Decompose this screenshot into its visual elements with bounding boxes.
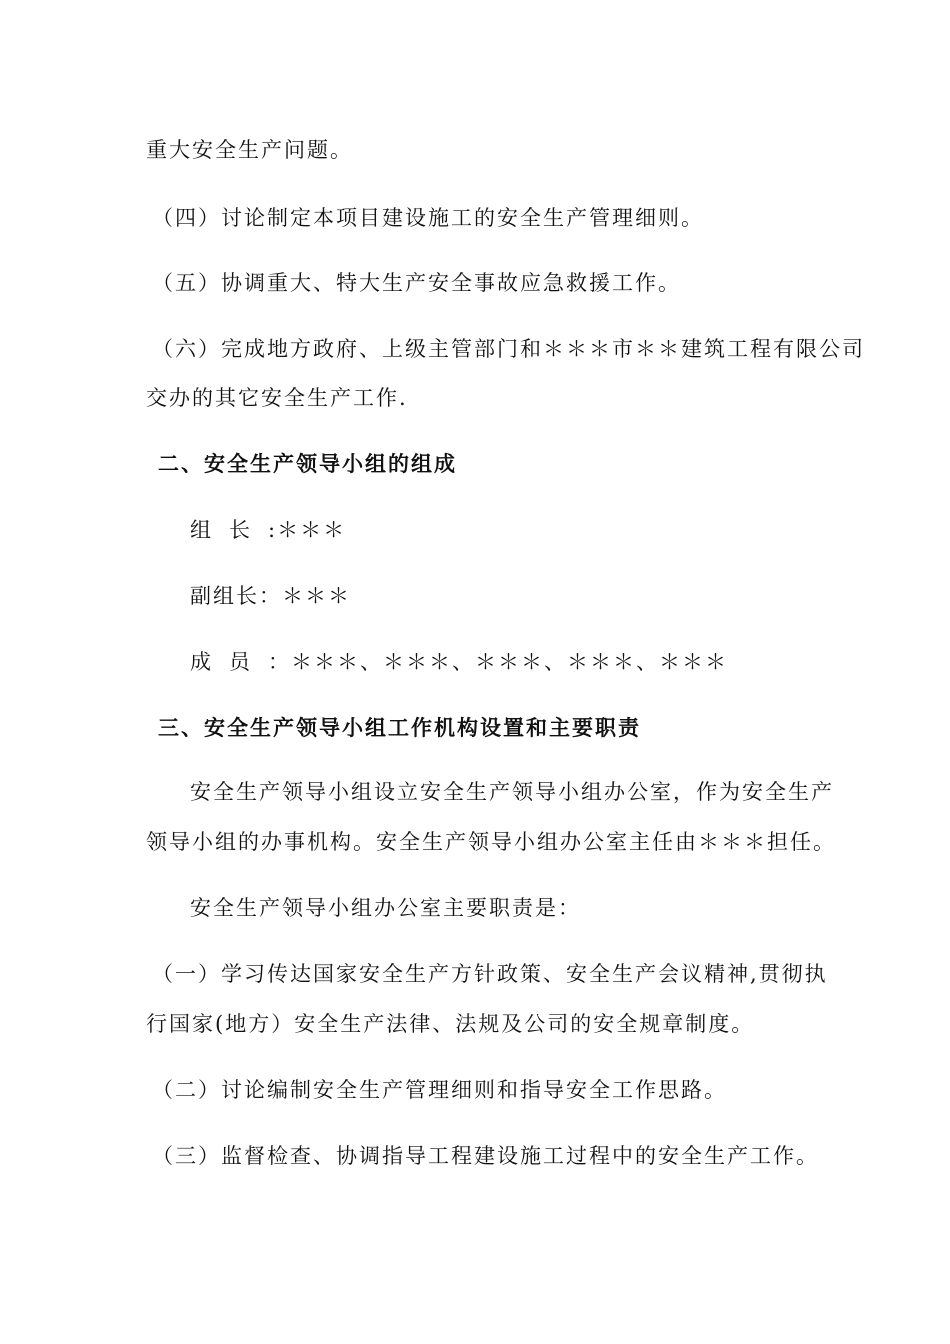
leader-value: :＊＊＊ (268, 518, 347, 542)
list-item-4: （四）讨论制定本项目建设施工的安全生产管理细则。 (152, 206, 704, 230)
text-line: 重大安全生产问题。 (146, 138, 353, 162)
duty-3: （三）监督检查、协调指导工程建设施工过程中的安全生产工作。 (152, 1144, 819, 1168)
leader-label: 组长 (190, 518, 268, 542)
list-item-6-line2: 交办的其它安全生产工作. (146, 386, 408, 410)
deputy-leader-line: 副组长：＊＊＊ (190, 584, 351, 608)
member-label: 成员 (190, 650, 268, 674)
duties-intro: 安全生产领导小组办公室主要职责是： (190, 896, 581, 920)
duty-2: （二）讨论编制安全生产管理细则和指导安全工作思路。 (152, 1078, 727, 1102)
list-item-5: （五）协调重大、特大生产安全事故应急救援工作。 (152, 271, 681, 295)
members-line (190, 647, 728, 677)
duty-1-line2: 行国家(地方）安全生产法律、法规及公司的安全规章制度。 (146, 1012, 755, 1036)
duty-1-line1: （一）学习传达国家安全生产方针政策、安全生产会议精神,贯彻执 (152, 962, 828, 986)
leader-line (190, 515, 346, 545)
paragraph-line1: 安全生产领导小组设立安全生产领导小组办公室，作为安全生产 (190, 780, 834, 804)
paragraph-line2: 领导小组的办事机构。安全生产领导小组办公室主任由＊＊＊担任。 (146, 830, 836, 854)
section-heading-2: 二、安全生产领导小组的组成 (158, 451, 457, 476)
member-value: ：＊＊＊、＊＊＊、＊＊＊、＊＊＊、＊＊＊ (268, 650, 728, 674)
section-heading-3: 三、安全生产领导小组工作机构设置和主要职责 (158, 715, 641, 740)
list-item-6-line1: （六）完成地方政府、上级主管部门和＊＊＊市＊＊建筑工程有限公司 (152, 337, 865, 361)
